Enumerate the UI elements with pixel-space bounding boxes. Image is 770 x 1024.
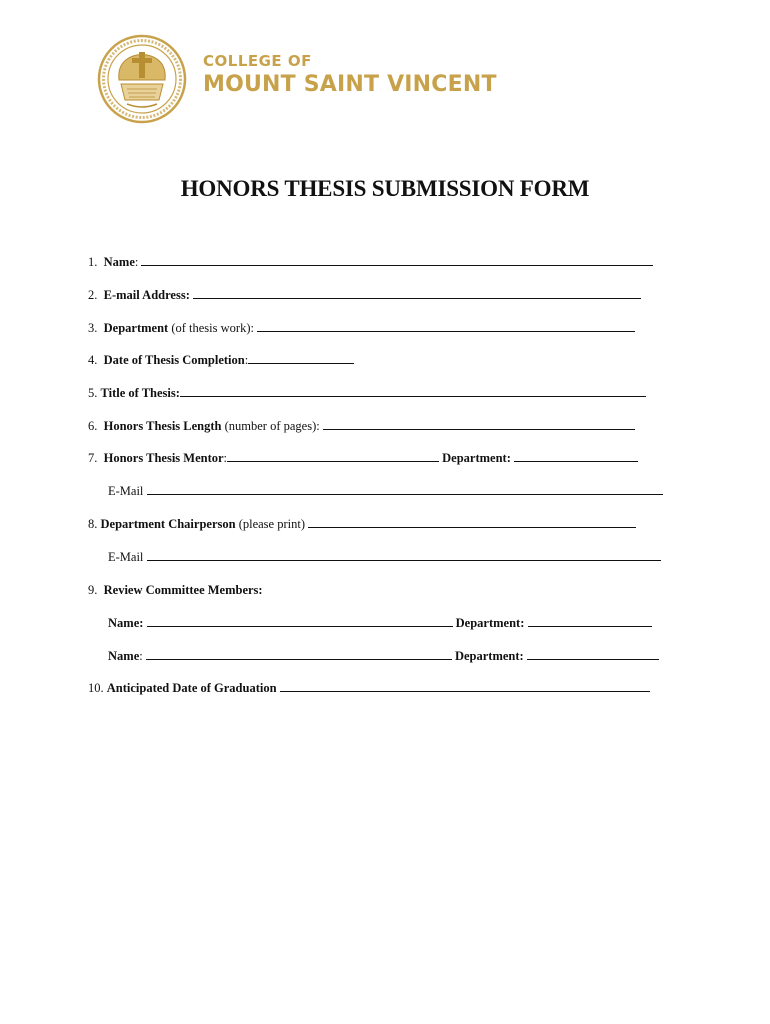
field-number: 3. (88, 321, 98, 335)
field-label: Honors Thesis Length (103, 419, 222, 433)
chairperson-email-input[interactable] (147, 549, 661, 561)
completion-date-input[interactable] (248, 352, 354, 364)
mentor-input[interactable] (227, 450, 439, 462)
field-note: (of thesis work): (168, 321, 254, 335)
field-number: 8. (88, 517, 98, 531)
field-label: Name: (108, 616, 144, 630)
field-label: Honors Thesis Mentor (103, 451, 224, 465)
field-label-suffix: : (244, 353, 249, 367)
field-label: Department Chairperson (100, 517, 236, 531)
field-completion-date (88, 352, 354, 368)
field-graduation-date (88, 680, 650, 696)
field-number: 1. (88, 255, 98, 269)
field-label: Anticipated Date of Graduation (106, 681, 277, 695)
committee-member-1-name-input[interactable] (147, 615, 453, 627)
field-mentor (88, 450, 638, 466)
field-email (88, 287, 641, 303)
field-label: E-Mail (108, 550, 144, 564)
field-label: Title of Thesis: (100, 386, 180, 400)
field-number: 6. (88, 419, 98, 433)
field-label-suffix: : (134, 255, 139, 269)
field-chairperson (88, 516, 636, 532)
field-committee-member-2 (108, 648, 659, 664)
college-logo (97, 34, 557, 124)
chairperson-input[interactable] (308, 516, 636, 528)
field-department (88, 320, 635, 336)
field-label: Name (103, 255, 135, 269)
field-committee-heading (88, 582, 263, 598)
field-label: E-Mail (108, 484, 144, 498)
thesis-length-input[interactable] (323, 418, 635, 430)
field-label-suffix: : (223, 451, 228, 465)
committee-member-2-department-input[interactable] (527, 648, 659, 660)
field-number: 9. (88, 583, 98, 597)
field-thesis-length (88, 418, 635, 434)
department-input[interactable] (257, 320, 635, 332)
committee-member-2-name-input[interactable] (146, 648, 452, 660)
field-thesis-title (88, 385, 646, 401)
name-input[interactable] (141, 254, 653, 266)
committee-member-1-department-label: Department: (455, 616, 525, 630)
graduation-date-input[interactable] (280, 680, 650, 692)
mentor-department-input[interactable] (514, 450, 638, 462)
field-chairperson-email (108, 549, 661, 565)
mentor-department-label: Department: (442, 451, 511, 465)
email-input[interactable] (193, 287, 641, 299)
field-number: 7. (88, 451, 98, 465)
form-title: HONORS THESIS SUBMISSION FORM (180, 176, 590, 201)
field-number: 5. (88, 386, 98, 400)
committee-member-1-department-input[interactable] (528, 615, 652, 627)
field-label: Review Committee Members: (103, 583, 263, 597)
mentor-email-input[interactable] (147, 483, 663, 495)
wordmark-line-2: MOUNT SAINT VINCENT (203, 72, 497, 97)
field-number: 4. (88, 353, 98, 367)
field-label-suffix: : (139, 649, 143, 663)
field-number: 2. (88, 288, 98, 302)
field-committee-member-1 (108, 615, 652, 631)
wordmark-line-1: COLLEGE OF (203, 52, 312, 70)
field-label: E-mail Address: (103, 288, 190, 302)
thesis-title-input[interactable] (180, 385, 646, 397)
field-note: (number of pages): (221, 419, 320, 433)
field-mentor-email (108, 483, 663, 499)
field-note: (please print) (235, 517, 305, 531)
field-label: Department (103, 321, 169, 335)
field-number: 10. (88, 681, 104, 695)
college-wordmark (203, 54, 497, 96)
field-label: Name (108, 649, 140, 663)
college-seal-icon (97, 34, 187, 124)
field-label: Date of Thesis Completion (103, 353, 245, 367)
committee-member-2-department-label: Department: (454, 649, 524, 663)
field-name (88, 254, 653, 270)
